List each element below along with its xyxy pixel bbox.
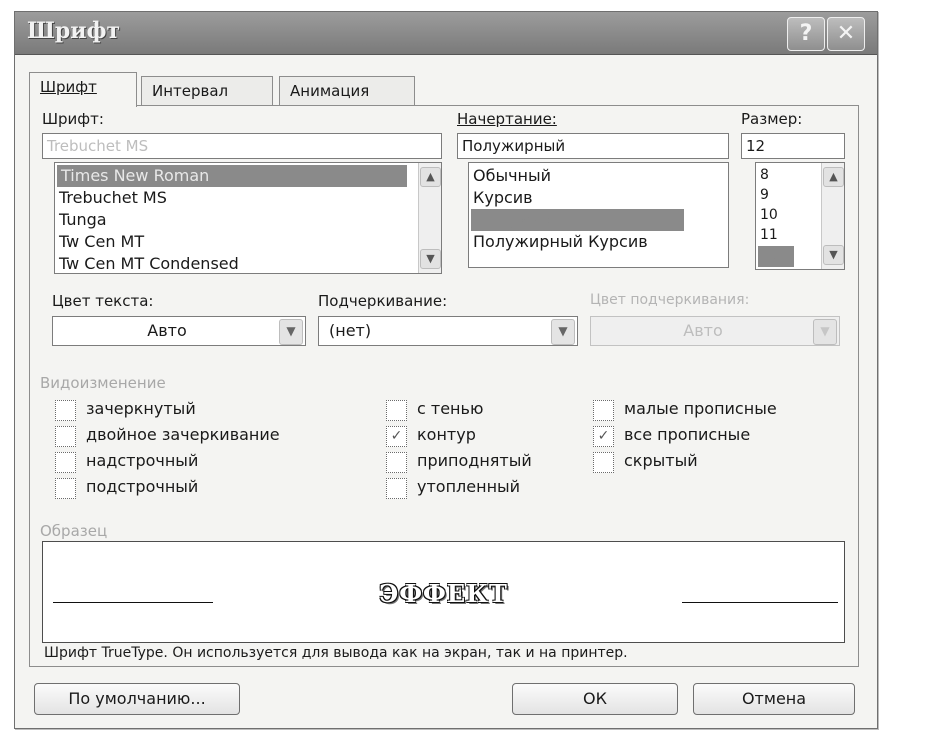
preview-box — [42, 541, 845, 643]
font-list[interactable] — [54, 162, 442, 274]
text-color-value: Авто — [147, 321, 187, 340]
help-button[interactable] — [787, 17, 825, 51]
checkbox-box[interactable] — [55, 426, 76, 447]
list-item[interactable]: Обычный — [473, 166, 552, 185]
list-item[interactable]: 11 — [760, 227, 778, 243]
checkbox-box[interactable] — [593, 452, 614, 473]
close-button[interactable] — [827, 17, 865, 51]
size-input[interactable]: 12 — [741, 133, 845, 159]
underline-select[interactable] — [318, 316, 578, 346]
list-item-selected[interactable]: 12 — [758, 246, 794, 267]
chevron-down-icon: ▼ — [813, 319, 837, 345]
font-label: Шрифт: — [42, 110, 104, 128]
checkbox-box[interactable] — [55, 400, 76, 421]
check-icon[interactable]: ✓ — [593, 426, 614, 447]
size-list[interactable] — [755, 162, 845, 270]
checkbox-box[interactable] — [386, 400, 407, 421]
checkbox-box[interactable] — [55, 478, 76, 499]
scroll-down-icon[interactable]: ▼ — [823, 245, 844, 265]
checkbox-box[interactable] — [593, 400, 614, 421]
chevron-down-icon[interactable]: ▼ — [551, 319, 575, 345]
tab-font[interactable]: Шрифт — [29, 72, 137, 107]
list-item[interactable]: Полужирный Курсив — [473, 232, 648, 251]
preview-text: ЭФФЕКТ — [379, 579, 508, 608]
style-label: Начертание: — [457, 110, 557, 128]
effects-group-label: Видоизменение — [40, 374, 166, 392]
tab-animation[interactable]: Анимация — [279, 76, 415, 105]
chevron-down-icon[interactable]: ▼ — [279, 319, 303, 345]
size-label: Размер: — [741, 110, 803, 128]
underline-color-select — [590, 316, 840, 346]
title-bar — [15, 12, 877, 55]
underline-label: Подчеркивание: — [318, 292, 448, 310]
list-item[interactable]: 8 — [760, 167, 769, 183]
scroll-down-icon[interactable]: ▼ — [420, 249, 441, 269]
list-item[interactable]: Tw Cen MT Condensed — [59, 254, 239, 273]
ok-button[interactable]: ОК — [512, 683, 678, 715]
underline-value: (нет) — [329, 321, 372, 340]
dialog-title: Шрифт — [27, 18, 121, 44]
list-item[interactable]: Tw Cen MT — [59, 232, 145, 251]
checkbox-box[interactable] — [386, 478, 407, 499]
font-list-scrollbar[interactable] — [418, 163, 441, 273]
scroll-up-icon[interactable]: ▲ — [823, 167, 844, 187]
style-list[interactable] — [468, 162, 729, 268]
preview-label: Образец — [40, 522, 108, 540]
list-item-selected[interactable]: Times New Roman — [57, 165, 407, 187]
list-item[interactable]: 9 — [760, 187, 769, 203]
list-item-selected[interactable]: Полужирный — [471, 209, 684, 231]
list-item[interactable]: 10 — [760, 207, 778, 223]
tab-spacing[interactable]: Интервал — [141, 76, 273, 105]
size-list-scrollbar[interactable] — [821, 163, 844, 269]
scroll-up-icon[interactable]: ▲ — [420, 167, 441, 187]
list-item[interactable]: Курсив — [473, 188, 533, 207]
text-color-select[interactable] — [52, 316, 306, 346]
help-icon: ? — [799, 21, 813, 46]
cancel-button[interactable]: Отмена — [693, 683, 855, 715]
list-item[interactable]: Tunga — [59, 210, 107, 229]
default-button[interactable]: По умолчанию... — [34, 683, 240, 715]
checkbox-box[interactable] — [386, 452, 407, 473]
check-icon[interactable]: ✓ — [386, 426, 407, 447]
underline-color-label: Цвет подчеркивания: — [590, 292, 750, 308]
font-input[interactable]: Trebuchet MS — [42, 133, 442, 159]
text-color-label: Цвет текста: — [52, 292, 154, 310]
font-type-note: Шрифт TrueType. Он используется для вывода как на экран, так и на принтер. — [44, 645, 628, 661]
close-icon: ✕ — [836, 21, 856, 46]
style-input[interactable]: Полужирный — [457, 133, 729, 159]
underline-color-value: Авто — [683, 321, 723, 340]
list-item[interactable]: Trebuchet MS — [59, 188, 167, 207]
checkbox-box[interactable] — [55, 452, 76, 473]
